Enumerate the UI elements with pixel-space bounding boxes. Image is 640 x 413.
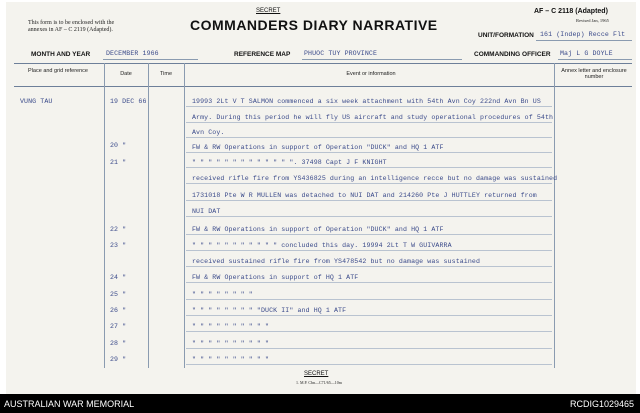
rule-line bbox=[186, 122, 552, 123]
rule-line bbox=[186, 364, 552, 365]
date-entry: 29 " bbox=[110, 356, 127, 363]
event-line: NUI DAT bbox=[192, 208, 221, 215]
date-entry: 19 DEC 66 bbox=[110, 98, 147, 105]
reference-map-value: PHUOC TUY PROVINCE bbox=[304, 50, 378, 57]
date-entry: 22 " bbox=[110, 226, 127, 233]
archive-name: AUSTRALIAN WAR MEMORIAL bbox=[4, 399, 135, 409]
date-entry: 21 " bbox=[110, 159, 127, 166]
unit-label: UNIT/FORMATION bbox=[478, 32, 534, 39]
date-entry: 25 " bbox=[110, 291, 127, 298]
secret-top-stamp: SECRET bbox=[256, 8, 281, 14]
date-entry: 23 " bbox=[110, 242, 127, 249]
rule-line bbox=[186, 106, 552, 107]
place-entry: VUNG TAU bbox=[20, 98, 53, 105]
event-line: 19993 2Lt V T SALMON commenced a six week attachment with 54th Avn Coy 222nd Avn Bn US bbox=[192, 98, 541, 105]
secret-bottom-stamp: SECRET bbox=[304, 371, 329, 377]
rule-line bbox=[186, 167, 552, 168]
col-annex: Annex letter and enclosure number bbox=[561, 68, 627, 80]
month-year-value: DECEMBER 1966 bbox=[106, 50, 159, 57]
event-line: " " " " " " " " " " bbox=[192, 356, 270, 363]
form-number: AF – C 2118 (Adapted) bbox=[534, 8, 608, 15]
commanding-officer-label: COMMANDING OFFICER bbox=[474, 51, 551, 58]
col-time: Time bbox=[159, 71, 173, 77]
event-line: FW & RW Operations in support of Operation "DUCK" and HQ 1 ATF bbox=[192, 144, 444, 151]
commanding-officer-value: Maj L G DOYLE bbox=[560, 50, 613, 57]
archive-footer bbox=[0, 394, 640, 413]
event-line: " " " " " " " " " " " concluded this day. 19994 2Lt T W GUIVARRA bbox=[192, 242, 452, 249]
date-entry: 20 " bbox=[110, 142, 127, 149]
rule-line bbox=[186, 250, 552, 251]
event-line: Avn Coy. bbox=[192, 129, 225, 136]
reference-map-label: REFERENCE MAP bbox=[234, 51, 291, 58]
rule-line bbox=[186, 348, 552, 349]
rule-line bbox=[186, 282, 552, 283]
event-line: FW & RW Operations in support of HQ 1 ATF bbox=[192, 274, 359, 281]
diary-sheet bbox=[6, 2, 636, 394]
col-event: Event or information bbox=[346, 71, 396, 77]
event-line: Army. During this period he will fly US aircraft and study operational procedures of 54th bbox=[192, 114, 554, 121]
event-line: " " " " " " " " "DUCK II" and HQ 1 ATF bbox=[192, 307, 347, 314]
date-entry: 26 " bbox=[110, 307, 127, 314]
unit-value: 161 (Indep) Recce Flt bbox=[540, 31, 626, 38]
month-year-label: MONTH AND YEAR bbox=[31, 51, 91, 58]
event-line: " " " " " " " " " " " " ". 37498 Capt J F KNIGHT bbox=[192, 159, 387, 166]
event-line: received rifle fire from YS436825 during an intelligence recce but no damage was sustained bbox=[192, 175, 558, 182]
page-title: COMMANDERS DIARY NARRATIVE bbox=[190, 17, 438, 33]
col-date: Date bbox=[120, 71, 132, 77]
date-entry: 28 " bbox=[110, 340, 127, 347]
printer-line: 1. M.P. Cbn—C71/65—10m bbox=[296, 380, 342, 385]
rule-line bbox=[186, 200, 552, 201]
event-line: " " " " " " " " " " bbox=[192, 340, 270, 347]
event-line: " " " " " " " " " " bbox=[192, 323, 270, 330]
rule-line bbox=[186, 152, 552, 153]
rule-line bbox=[186, 137, 552, 138]
rule-line bbox=[186, 331, 552, 332]
enclose-note-1: This form is to be enclosed with the bbox=[28, 20, 115, 26]
event-line: FW & RW Operations in support of Operation "DUCK" and HQ 1 ATF bbox=[192, 226, 444, 233]
date-entry: 27 " bbox=[110, 323, 127, 330]
rule-line bbox=[186, 266, 552, 267]
enclose-note-2: annexes in AF – C 2119 (Adapted). bbox=[28, 27, 113, 33]
rule-line bbox=[186, 216, 552, 217]
event-line: 1731018 Pte W R MULLEN was detached to NUI DAT and 214260 Pte J HUTTLEY returned from bbox=[192, 192, 537, 199]
rule-line bbox=[186, 234, 552, 235]
event-line: " " " " " " " " bbox=[192, 291, 253, 298]
event-line: received sustained rifle fire from YS478542 but no damage was sustained bbox=[192, 258, 481, 265]
archive-id: RCDIG1029465 bbox=[569, 399, 634, 409]
col-place: Place and grid reference bbox=[28, 68, 88, 74]
rule-line bbox=[186, 183, 552, 184]
rule-line bbox=[186, 315, 552, 316]
rule-line bbox=[186, 299, 552, 300]
revised-date: Revised Jan, 1965 bbox=[576, 18, 609, 23]
date-entry: 24 " bbox=[110, 274, 127, 281]
